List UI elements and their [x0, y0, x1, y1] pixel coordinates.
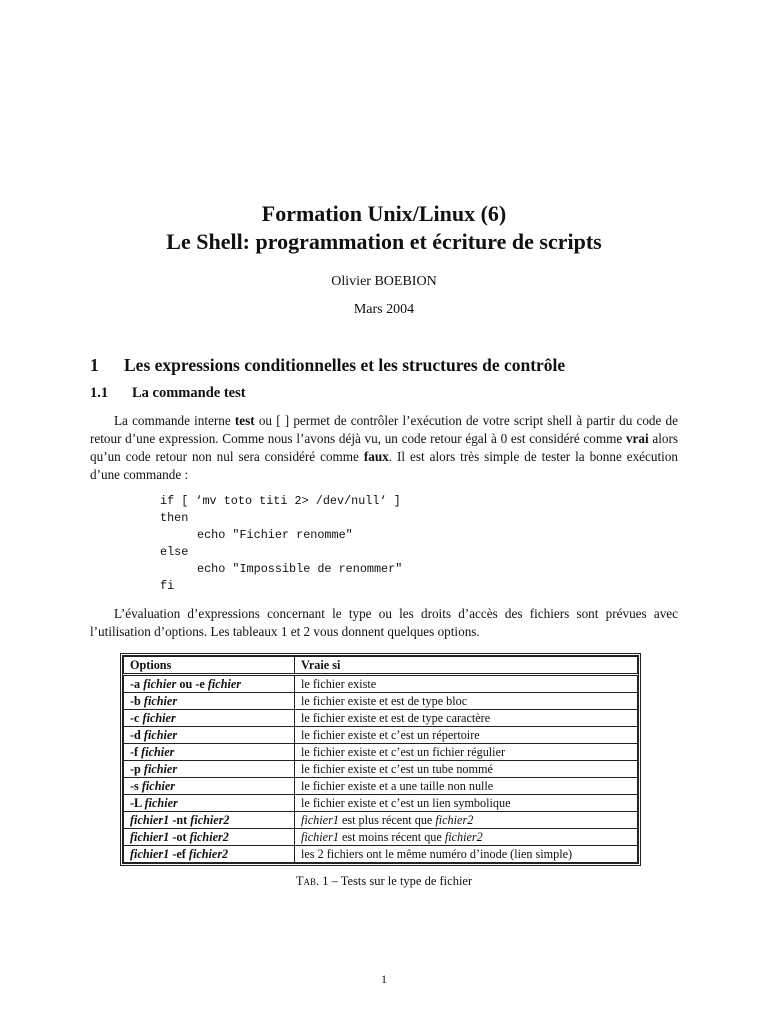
table-cell-desc: le fichier existe — [295, 675, 638, 693]
keyword-vrai: vrai — [625, 431, 649, 446]
opt-text: -b — [130, 693, 144, 708]
code-line: fi — [160, 579, 175, 593]
table-row — [124, 744, 638, 761]
table-row — [124, 693, 638, 710]
keyword-test: test — [234, 413, 255, 428]
table-cell-desc: les 2 fichiers ont le même numéro d’inode (lien simple) — [295, 846, 638, 863]
table-cell-desc: le fichier existe et est de type bloc — [295, 693, 638, 710]
code-line: then — [160, 511, 189, 525]
table-row — [124, 812, 638, 829]
opt-arg: fichier1 — [130, 846, 170, 861]
document-title: Formation Unix/Linux (6) — [261, 201, 507, 226]
opt-arg: fichier — [207, 676, 242, 691]
opt-arg: fichier2 — [189, 829, 229, 844]
text-run: ou [ ] permet de contrôler l’exécution de votre script shell à partir du code de retour d’une expression. Comme nous l’avons déjà vu, un code retour égal à 0 est considéré comme — [90, 413, 678, 446]
code-line: if [ ‘mv toto titi 2> /dev/null‘ ] — [160, 494, 401, 508]
table-row — [124, 778, 638, 795]
table-row — [124, 761, 638, 778]
table-row — [124, 710, 638, 727]
text-run: La commande interne — [114, 413, 235, 428]
opt-text: -ot — [169, 829, 190, 844]
table-caption — [0, 874, 768, 889]
code-block — [160, 493, 402, 595]
opt-text: -c — [130, 710, 143, 725]
section-heading — [90, 355, 565, 376]
text-run: . Il est alors très simple de tester la bonne exécution d’une commande : — [90, 449, 679, 482]
desc-arg: fichier1 — [301, 829, 339, 844]
table-header-options: Options — [124, 657, 295, 675]
table-row — [124, 727, 638, 744]
table-row — [124, 846, 638, 863]
desc-arg: fichier1 — [301, 812, 339, 827]
date: Mars 2004 — [353, 302, 415, 317]
section-title: Les expressions conditionnelles et les structures de contrôle — [124, 355, 566, 375]
opt-text: ou -e — [176, 676, 208, 691]
opt-text: -d — [130, 727, 144, 742]
code-line: else — [160, 545, 189, 559]
document-subtitle: Le Shell: programmation et écriture de scripts — [166, 229, 602, 254]
table-cell-desc: le fichier existe et c’est un lien symbolique — [295, 795, 638, 812]
opt-arg: fichier — [143, 693, 178, 708]
table-cell-desc: le fichier existe et c’est un répertoire — [295, 727, 638, 744]
opt-text: -s — [130, 778, 142, 793]
title-block — [0, 200, 768, 318]
desc-text: est plus récent que — [338, 812, 436, 827]
caption-text: 1 – Tests sur le type de fichier — [319, 874, 473, 888]
opt-arg: fichier — [144, 795, 178, 810]
table-row — [124, 795, 638, 812]
opt-arg: fichier — [143, 761, 178, 776]
paragraph-text: L’évaluation d’expressions concernant le type ou les droits d’accès des fichiers sont prévues avec l’utilisation d’options. Les tableaux 1 et 2 vous donnent quelques options. — [90, 606, 678, 639]
opt-arg: fichier2 — [190, 812, 230, 827]
table-header-vraie-si: Vraie si — [295, 657, 638, 675]
opt-text: -p — [130, 761, 144, 776]
opt-text: -nt — [169, 812, 191, 827]
text-run: alors qu’un code retour non nul sera considéré comme — [90, 431, 678, 464]
page-number: 1 — [381, 972, 387, 986]
code-line: echo "Impossible de renommer" — [197, 562, 403, 576]
section-number: 1 — [90, 355, 99, 375]
table-cell-desc: le fichier existe et c’est un tube nommé — [295, 761, 638, 778]
table-cell-desc: le fichier existe et a une taille non nulle — [295, 778, 638, 795]
desc-arg: fichier2 — [444, 829, 483, 844]
table-cell-desc: le fichier existe et est de type caractère — [295, 710, 638, 727]
opt-arg: fichier — [141, 744, 175, 759]
table-cell-desc: le fichier existe et c’est un fichier régulier — [295, 744, 638, 761]
options-table — [120, 653, 641, 866]
code-line: echo "Fichier renomme" — [197, 528, 353, 542]
subsection-heading — [90, 385, 246, 402]
opt-arg: fichier — [143, 676, 177, 691]
desc-text: est moins récent que — [338, 829, 445, 844]
table-row — [124, 829, 638, 846]
opt-arg: fichier2 — [188, 846, 229, 861]
opt-arg: fichier1 — [130, 812, 170, 827]
opt-arg: fichier — [142, 710, 176, 725]
opt-arg: fichier — [141, 778, 176, 793]
opt-text: -ef — [169, 846, 189, 861]
subsection-number: 1.1 — [90, 385, 109, 401]
opt-text: -L — [130, 795, 145, 810]
caption-label: Tab. — [295, 874, 320, 888]
subsection-title: La commande test — [132, 385, 246, 401]
opt-arg: fichier1 — [130, 829, 170, 844]
table-row — [124, 675, 638, 693]
opt-text: -a — [130, 676, 144, 691]
keyword-faux: faux — [363, 449, 389, 464]
paragraph-options — [90, 605, 678, 641]
opt-arg: fichier — [143, 727, 178, 742]
paragraph-intro — [90, 412, 678, 484]
author: Olivier BOEBION — [331, 274, 437, 289]
opt-text: -f — [130, 744, 142, 759]
desc-arg: fichier2 — [435, 812, 474, 827]
